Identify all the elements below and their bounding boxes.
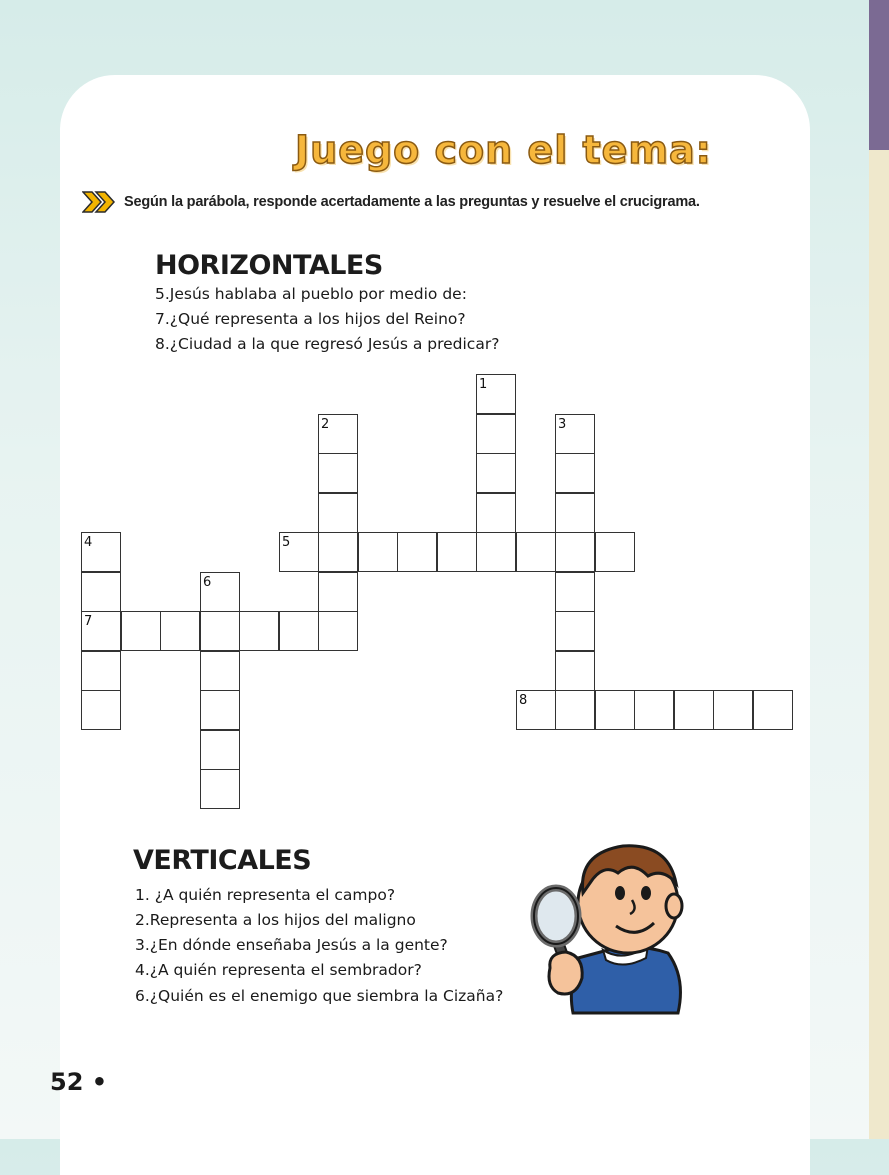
crossword-cell[interactable] [318, 532, 358, 572]
boy-with-magnifier-illustration [528, 838, 688, 1018]
crossword-cell[interactable] [674, 690, 714, 730]
crossword-cell[interactable] [634, 690, 674, 730]
crossword-cell[interactable] [476, 493, 516, 533]
crossword-cell[interactable] [318, 493, 358, 533]
clue-number: 7 [84, 614, 93, 629]
crossword-cell[interactable] [516, 532, 556, 572]
clue-number: 3 [558, 417, 567, 432]
horizontal-clue-7: 7.¿Qué representa a los hijos del Reino? [155, 310, 466, 328]
crossword-cell[interactable] [516, 690, 556, 730]
clue-number: 8 [519, 693, 528, 708]
crossword-cell[interactable] [200, 611, 240, 651]
vertical-clue-4: 4.¿A quién representa el sembrador? [135, 961, 422, 979]
crossword-cell[interactable] [318, 611, 358, 651]
crossword-cell[interactable] [476, 374, 516, 414]
crossword-cell[interactable] [200, 690, 240, 730]
crossword-cell[interactable] [200, 572, 240, 612]
clue-number: 2 [321, 417, 330, 432]
page-number: 52 • [50, 1068, 108, 1096]
crossword-cell[interactable] [239, 611, 279, 651]
instruction [82, 190, 700, 214]
horizontal-clue-8: 8.¿Ciudad a la que regresó Jesús a predicar? [155, 335, 500, 353]
crossword-cell[interactable] [81, 651, 121, 691]
crossword-cell[interactable] [81, 611, 121, 651]
side-stripe [869, 0, 889, 1139]
clue-number: 6 [203, 575, 212, 590]
crossword-cell[interactable] [555, 493, 595, 533]
crossword-cell[interactable] [555, 532, 595, 572]
crossword-cell[interactable] [121, 611, 161, 651]
crossword-cell[interactable] [753, 690, 793, 730]
crossword-cell[interactable] [279, 611, 319, 651]
crossword-cell[interactable] [81, 532, 121, 572]
crossword-cell[interactable] [476, 532, 516, 572]
crossword-cell[interactable] [555, 611, 595, 651]
crossword-cell[interactable] [279, 532, 319, 572]
crossword-cell[interactable] [595, 690, 635, 730]
crossword-cell[interactable] [81, 690, 121, 730]
crossword-cell[interactable] [200, 730, 240, 770]
side-stripe-accent [869, 0, 889, 150]
crossword-cell[interactable] [555, 572, 595, 612]
clue-number: 1 [479, 377, 488, 392]
verticales-heading: VERTICALES [133, 845, 312, 876]
crossword-cell[interactable] [358, 532, 398, 572]
crossword-cell[interactable] [595, 532, 635, 572]
crossword-cell[interactable] [555, 453, 595, 493]
crossword-cell[interactable] [318, 572, 358, 612]
crossword-cell[interactable] [555, 690, 595, 730]
horizontales-heading: HORIZONTALES [155, 250, 383, 281]
crossword-cell[interactable] [318, 414, 358, 454]
crossword-cell[interactable] [476, 453, 516, 493]
crossword-cell[interactable] [318, 453, 358, 493]
vertical-clue-2: 2.Representa a los hijos del maligno [135, 911, 416, 929]
crossword-cell[interactable] [476, 414, 516, 454]
crossword-cell[interactable] [200, 769, 240, 809]
page-title: Juego con el tema: [295, 128, 712, 172]
crossword-cell[interactable] [437, 532, 477, 572]
vertical-clue-1: 1. ¿A quién representa el campo? [135, 886, 396, 904]
crossword-cell[interactable] [555, 414, 595, 454]
crossword-cell[interactable] [160, 611, 200, 651]
crossword-cell[interactable] [200, 651, 240, 691]
vertical-clue-6: 6.¿Quién es el enemigo que siembra la Cizaña? [135, 987, 504, 1005]
crossword-cell[interactable] [397, 532, 437, 572]
crossword-cell[interactable] [81, 572, 121, 612]
vertical-clue-3: 3.¿En dónde enseñaba Jesús a la gente? [135, 936, 448, 954]
double-chevron-icon [82, 190, 116, 214]
crossword-cell[interactable] [713, 690, 753, 730]
horizontal-clue-5: 5.Jesús hablaba al pueblo por medio de: [155, 285, 467, 303]
clue-number: 4 [84, 535, 93, 550]
clue-number: 5 [282, 535, 291, 550]
crossword-cell[interactable] [555, 651, 595, 691]
instruction-text: Según la parábola, responde acertadamente a las preguntas y resuelve el crucigrama. [124, 194, 700, 210]
